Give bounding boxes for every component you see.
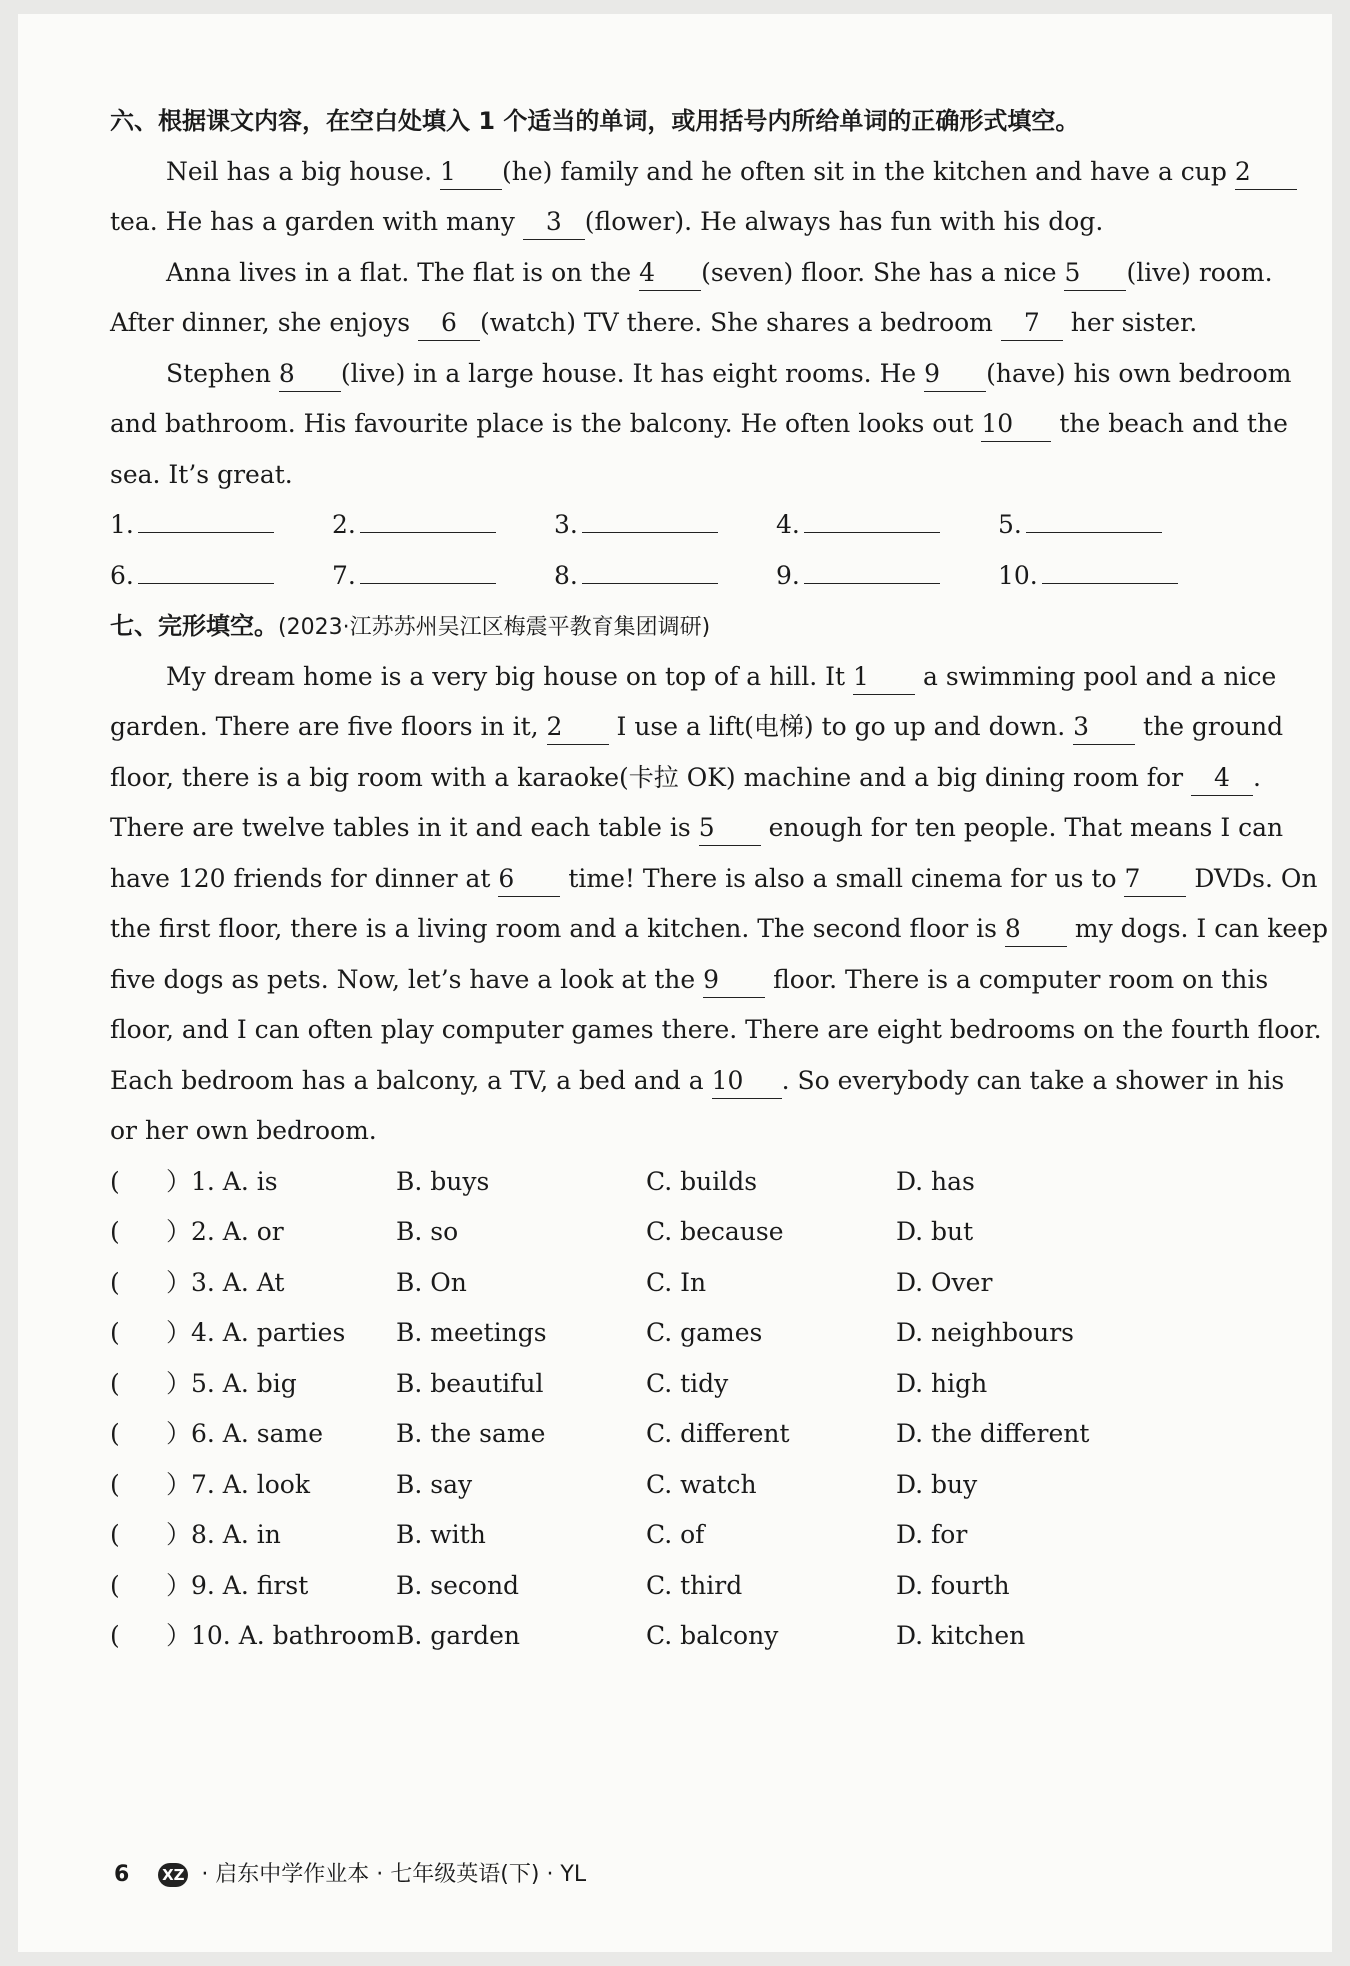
section7-passage <box>110 652 1328 1157</box>
section6-passage <box>110 147 1292 501</box>
answer-blank[interactable] <box>554 500 776 551</box>
answer-blank[interactable] <box>110 500 332 551</box>
book-title: · 启东中学作业本 · 七年级英语(下) · YL <box>201 1862 587 1887</box>
option-c: C. builds <box>646 1166 758 1196</box>
option-d: D. the different <box>896 1419 1090 1448</box>
question-row <box>110 1409 1250 1460</box>
blank-number: 6 <box>498 862 560 897</box>
option-c: C. of <box>646 1520 705 1549</box>
passage-text: My dream home is a very big house on top of a hill. It <box>166 661 854 691</box>
passage-line <box>110 450 1250 501</box>
blank-number: 1 <box>440 155 502 190</box>
passage-text: floor, there is a big room with a karaoke(卡拉 OK) machine and a big dining room for <box>110 762 1191 792</box>
question-row <box>110 1258 1250 1309</box>
answer-bracket[interactable]: ( <box>110 1520 120 1549</box>
option-d: D. but <box>896 1217 974 1246</box>
passage-text: have 120 friends for dinner at <box>110 863 499 893</box>
section6-heading: 六、根据课文内容，在空白处填入 1 个适当的单词，或用括号内所给单词的正确形式填空。 <box>110 107 1080 135</box>
blank-number: 8 <box>1005 912 1067 947</box>
option-c: C. tidy <box>646 1368 729 1398</box>
passage-line <box>110 904 1328 955</box>
passage-text: (have) his own bedroom <box>986 358 1292 388</box>
passage-text: and bathroom. His favourite place is the balcony. He often looks out <box>110 409 982 438</box>
option-a: ）7. A. look <box>166 1469 310 1499</box>
answer-blank[interactable] <box>110 551 332 602</box>
blank-number: 4 <box>1191 761 1253 796</box>
option-d: D. kitchen <box>896 1621 1026 1650</box>
passage-line <box>110 955 1269 1006</box>
question-row <box>110 1611 1250 1662</box>
answer-bracket[interactable]: ( <box>110 1621 120 1650</box>
passage-text: the first floor, there is a living room and a kitchen. The second floor is <box>110 914 1005 943</box>
passage-text: (flower). He always has fun with his dog. <box>584 207 1104 236</box>
passage-line <box>110 702 1284 753</box>
answer-blank[interactable] <box>998 500 1220 551</box>
option-d: D. buy <box>896 1469 978 1499</box>
passage-text: Neil has a big house. <box>166 156 440 186</box>
option-b: B. beautiful <box>396 1368 544 1398</box>
answer-label: 4. <box>776 510 800 539</box>
option-a: ）4. A. parties <box>166 1318 346 1347</box>
question-row <box>110 1308 1250 1359</box>
answer-blank[interactable] <box>332 500 554 551</box>
passage-text: Each bedroom has a balcony, a TV, a bed and a <box>110 1065 712 1095</box>
passage-text: . <box>1252 762 1261 792</box>
blank-number: 10 <box>981 407 1051 442</box>
answer-blank[interactable] <box>998 551 1220 602</box>
option-a: ）6. A. same <box>166 1419 323 1448</box>
blank-number: 9 <box>924 357 986 392</box>
option-c: C. because <box>646 1217 784 1246</box>
answer-label: 9. <box>776 560 800 590</box>
option-c: C. In <box>646 1267 707 1297</box>
blank-number: 6 <box>418 306 480 341</box>
passage-line <box>110 803 1284 854</box>
option-c: C. balcony <box>646 1621 779 1650</box>
option-d: D. Over <box>896 1267 993 1297</box>
blank-number: 2 <box>1235 155 1297 190</box>
passage-text: the ground <box>1135 712 1284 741</box>
blank-number: 5 <box>1064 256 1126 291</box>
passage-text: tea. He has a garden with many <box>110 207 523 236</box>
section7-heading <box>110 601 1250 652</box>
answer-blank[interactable] <box>332 551 554 602</box>
passage-text: a swimming pool and a nice <box>915 661 1277 691</box>
option-a: ）10. A. bathroom <box>166 1621 396 1650</box>
option-d: D. for <box>896 1520 968 1549</box>
question-row <box>110 1359 1250 1410</box>
blank-number: 7 <box>1124 862 1186 897</box>
blank-number: 3 <box>1073 710 1135 745</box>
option-a: ）3. A. At <box>166 1267 285 1297</box>
option-d: D. fourth <box>896 1570 1010 1600</box>
question-row <box>110 1510 1250 1561</box>
publisher-logo: XZ <box>158 1863 188 1887</box>
option-a: ）2. A. or <box>166 1217 284 1246</box>
answer-underline <box>360 557 496 584</box>
option-a: ）5. A. big <box>166 1368 297 1398</box>
option-b: B. second <box>396 1570 520 1600</box>
passage-text: sea. It’s great. <box>110 459 293 489</box>
answer-bracket[interactable]: ( <box>110 1217 120 1246</box>
page-number: 6 <box>114 1862 130 1887</box>
blank-number: 3 <box>523 205 585 240</box>
question-row <box>110 1561 1250 1612</box>
passage-line <box>110 854 1318 905</box>
option-c: C. different <box>646 1419 790 1448</box>
answer-label: 5. <box>998 510 1022 539</box>
answer-blank[interactable] <box>554 551 776 602</box>
blank-number: 4 <box>639 256 701 291</box>
answer-row <box>110 500 1250 551</box>
answer-underline <box>582 506 718 533</box>
section6-answer-grid <box>110 500 1250 601</box>
option-b: B. so <box>396 1217 459 1246</box>
section7-options <box>110 1157 1250 1662</box>
blank-number: 5 <box>699 811 761 846</box>
passage-text: DVDs. On <box>1186 863 1318 893</box>
option-b: B. say <box>396 1469 473 1499</box>
passage-text: (seven) floor. She has a nice <box>701 257 1065 287</box>
answer-blank[interactable] <box>776 551 998 602</box>
blank-number: 10 <box>712 1064 782 1099</box>
passage-text: my dogs. I can keep <box>1066 914 1328 943</box>
passage-line <box>110 652 1277 703</box>
answer-underline <box>582 557 718 584</box>
blank-number: 1 <box>853 660 915 695</box>
passage-text: five dogs as pets. Now, let’s have a look at the <box>110 964 704 994</box>
section7-title: 七、完形填空。 <box>110 612 278 640</box>
answer-underline <box>138 557 274 584</box>
answer-label: 7. <box>332 560 356 590</box>
answer-bracket[interactable]: ( <box>110 1419 120 1448</box>
answer-blank[interactable] <box>776 500 998 551</box>
passage-text: the beach and the <box>1051 409 1288 438</box>
passage-line <box>110 248 1273 299</box>
passage-text: . So everybody can take a shower in his <box>781 1065 1285 1095</box>
section7-source: (2023·江苏苏州吴江区梅震平教育集团调研) <box>278 615 711 640</box>
passage-line <box>110 349 1292 400</box>
option-d: D. has <box>896 1166 975 1196</box>
passage-text: Stephen <box>166 358 279 388</box>
passage-text: floor, and I can often play computer games there. There are eight bedrooms on the fourth floor. <box>110 1015 1322 1044</box>
answer-bracket[interactable]: ( <box>110 1368 120 1398</box>
answer-underline <box>804 506 940 533</box>
passage-text: There are twelve tables in it and each table is <box>110 813 699 842</box>
answer-label: 6. <box>110 560 134 590</box>
option-c: C. games <box>646 1318 763 1347</box>
passage-text: her sister. <box>1062 308 1198 337</box>
question-row <box>110 1207 1250 1258</box>
passage-line <box>110 753 1261 804</box>
option-b: B. On <box>396 1267 467 1297</box>
passage-text: I use a lift(电梯) to go up and down. <box>608 712 1074 741</box>
passage-text: enough for ten people. That means I can <box>760 813 1284 842</box>
answer-label: 10. <box>998 560 1038 590</box>
passage-line <box>110 147 1250 198</box>
answer-label: 1. <box>110 510 134 539</box>
answer-bracket[interactable]: ( <box>110 1318 120 1347</box>
option-b: B. buys <box>396 1166 490 1196</box>
question-row <box>110 1157 1250 1208</box>
blank-number: 9 <box>703 963 765 998</box>
blank-number: 2 <box>547 710 609 745</box>
answer-label: 2. <box>332 510 356 539</box>
passage-text: (watch) TV there. She shares a bedroom <box>479 308 1001 337</box>
option-b: B. meetings <box>396 1318 547 1347</box>
answer-underline <box>1042 557 1178 584</box>
passage-text: (live) room. <box>1126 257 1273 287</box>
answer-bracket[interactable]: ( <box>110 1570 120 1600</box>
passage-line <box>110 1005 1322 1056</box>
passage-text: floor. There is a computer room on this <box>765 964 1269 994</box>
passage-line <box>110 1106 1250 1157</box>
passage-line <box>110 399 1288 450</box>
answer-underline <box>804 557 940 584</box>
page-footer <box>114 1855 586 1895</box>
passage-line <box>110 1056 1285 1107</box>
passage-line <box>110 197 1250 248</box>
answer-underline <box>360 506 496 533</box>
passage-text: (live) in a large house. It has eight rooms. He <box>340 358 925 388</box>
passage-text: or her own bedroom. <box>110 1116 377 1145</box>
option-c: C. watch <box>646 1469 757 1499</box>
passage-text: After dinner, she enjoys <box>110 308 418 337</box>
answer-bracket[interactable]: ( <box>110 1469 120 1499</box>
worksheet-content <box>110 96 1328 1662</box>
passage-text: (he) family and he often sit in the kitchen and have a cup <box>501 156 1235 186</box>
option-d: D. neighbours <box>896 1318 1074 1347</box>
answer-row <box>110 551 1250 602</box>
option-c: C. third <box>646 1570 743 1600</box>
passage-text: Anna lives in a flat. The flat is on the <box>166 257 640 287</box>
passage-text: garden. There are five floors in it, <box>110 712 547 741</box>
option-a: ）1. A. is <box>166 1166 278 1196</box>
passage-line <box>110 298 1250 349</box>
answer-label: 8. <box>554 560 578 590</box>
option-a: ）8. A. in <box>166 1520 281 1549</box>
answer-underline <box>1026 506 1162 533</box>
question-row <box>110 1460 1250 1511</box>
passage-text: time! There is also a small cinema for us to <box>560 863 1125 893</box>
option-b: B. the same <box>396 1419 546 1448</box>
option-d: D. high <box>896 1368 988 1398</box>
option-a: ）9. A. first <box>166 1570 309 1600</box>
answer-label: 3. <box>554 510 578 539</box>
blank-number: 7 <box>1001 306 1063 341</box>
answer-bracket[interactable]: ( <box>110 1166 120 1196</box>
option-b: B. garden <box>396 1621 521 1650</box>
answer-bracket[interactable]: ( <box>110 1267 120 1297</box>
answer-underline <box>138 506 274 533</box>
blank-number: 8 <box>279 357 341 392</box>
option-b: B. with <box>396 1520 486 1549</box>
